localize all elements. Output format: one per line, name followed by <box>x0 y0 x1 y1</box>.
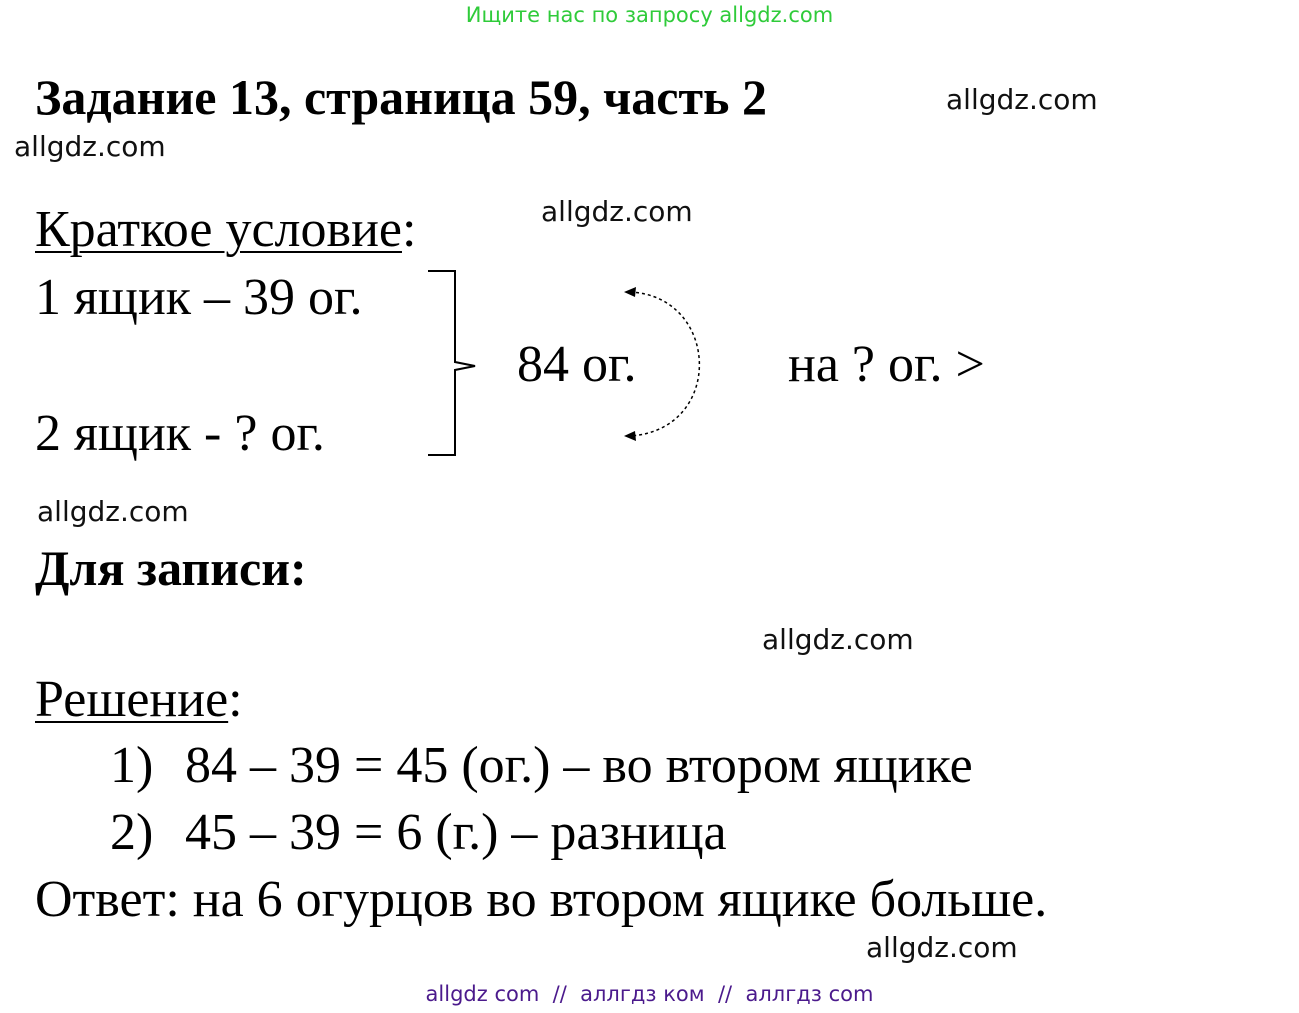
solution-heading <box>35 671 243 728</box>
watermark-text: allgdz.com <box>866 931 1018 964</box>
curly-brace-icon <box>428 271 475 455</box>
watermark-text: allgdz.com <box>762 623 914 656</box>
answer-line: Ответ: на 6 огурцов во втором ящике больше. <box>35 871 1048 928</box>
watermark-text: allgdz.com <box>946 83 1098 116</box>
arrowhead-top-icon <box>624 287 636 297</box>
top-banner[interactable]: Ищите нас по запросу allgdz.com <box>465 3 834 27</box>
solution-step-1-text: 84 – 39 = 45 (ог.) – во втором ящике <box>185 737 973 794</box>
condition-total: 84 ог. <box>517 336 637 393</box>
solution-step-2-text: 45 – 39 = 6 (г.) – разница <box>185 804 727 861</box>
condition-heading-text: Краткое условие <box>35 201 402 258</box>
arrowhead-bottom-icon <box>624 431 636 441</box>
condition-box2: 2 ящик - ? ог. <box>35 405 325 462</box>
solution-heading-text: Решение <box>35 671 229 728</box>
record-heading: Для записи: <box>35 540 307 596</box>
condition-box1: 1 ящик – 39 ог. <box>35 269 363 326</box>
watermark-text: allgdz.com <box>541 195 693 228</box>
condition-question: на ? ог. > <box>788 336 985 393</box>
watermark-text: allgdz.com <box>37 495 189 528</box>
solution-step-2-number: 2) <box>110 804 154 861</box>
dashed-arc-icon <box>630 292 699 436</box>
solution-step-1-number: 1) <box>110 737 154 794</box>
watermark-text: allgdz.com <box>14 130 166 163</box>
page-title: Задание 13, страница 59, часть 2 <box>35 69 767 125</box>
condition-heading-colon: : <box>401 201 417 258</box>
solution-heading-colon: : <box>228 671 243 728</box>
bottom-banner[interactable]: allgdz com // аллгдз ком // аллгдз com <box>425 982 874 1006</box>
